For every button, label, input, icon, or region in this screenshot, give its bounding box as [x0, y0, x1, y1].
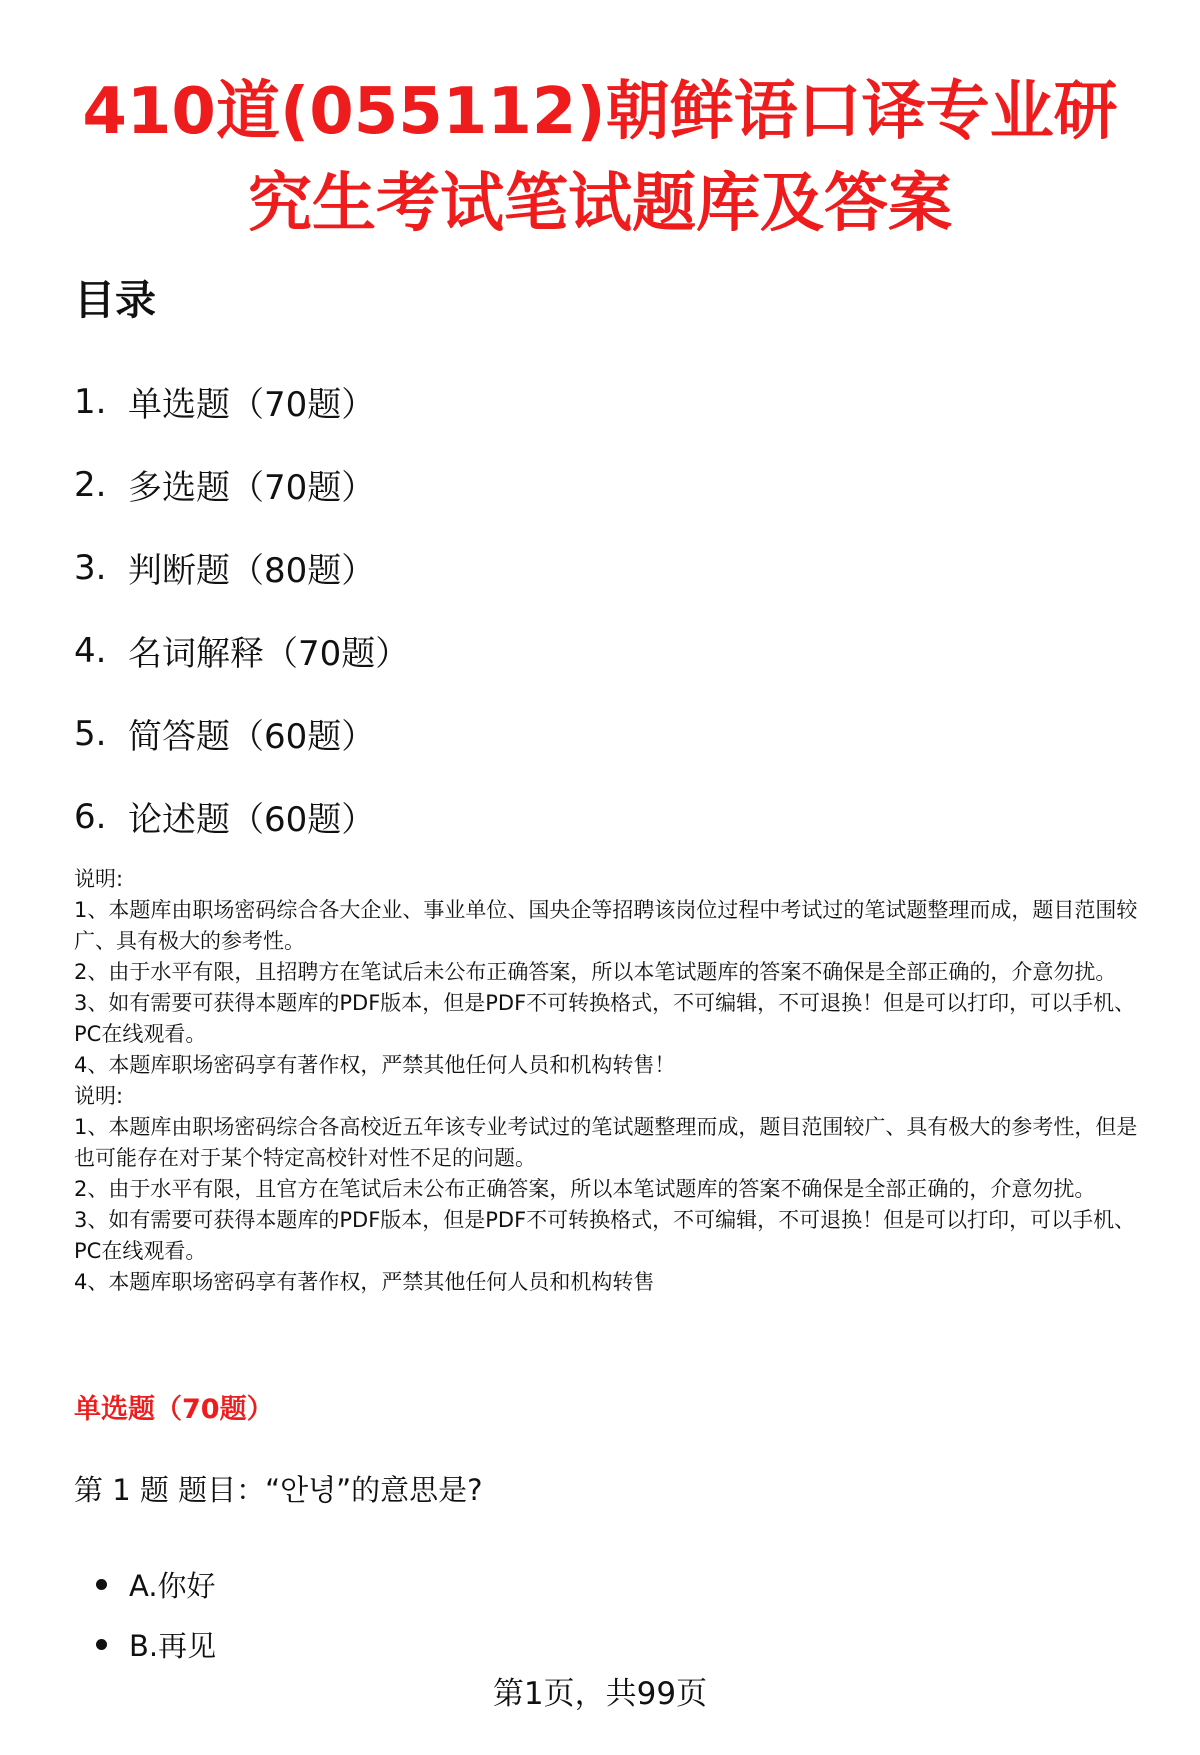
toc-item-label: 简答题（60题）: [128, 717, 376, 757]
toc-item-number: 3.: [74, 547, 107, 588]
section-heading: 单选题（70题）: [74, 1394, 274, 1425]
toc-list: [74, 360, 409, 858]
notes-line: 1、本题库由职场密码综合各大企业、事业单位、国央企等招聘该岗位过程中考试过的笔试题整理而成，题目范围较广、具有极大的参考性。: [74, 898, 1138, 953]
options-list: [96, 1554, 216, 1674]
bullet-icon: [96, 1639, 107, 1650]
option-label: A.你好: [129, 1568, 216, 1603]
toc-heading: 目录: [74, 276, 156, 324]
toc-item-single-choice[interactable]: [74, 360, 409, 443]
option-b[interactable]: [96, 1614, 216, 1674]
page-footer: 第1页，共99页: [492, 1676, 708, 1712]
option-a[interactable]: [96, 1554, 216, 1614]
notes-line: 2、由于水平有限，且官方在笔试后未公布正确答案，所以本笔试题库的答案不确保是全部正确的，介意勿扰。: [74, 1177, 1096, 1201]
toc-item-label: 单选题（70题）: [128, 385, 376, 425]
notes-line: 2、由于水平有限，且招聘方在笔试后未公布正确答案，所以本笔试题库的答案不确保是全部正确的，介意勿扰。: [74, 960, 1117, 984]
toc-item-essay[interactable]: [74, 775, 409, 858]
notes-line: 4、本题库职场密码享有著作权，严禁其他任何人员和机构转售: [74, 1270, 655, 1294]
toc-item-multiple-choice[interactable]: [74, 443, 409, 526]
toc-item-label: 多选题（70题）: [128, 468, 376, 508]
bullet-icon: [96, 1579, 107, 1590]
toc-item-label: 判断题（80题）: [128, 551, 376, 591]
toc-item-number: 1.: [74, 381, 107, 422]
toc-item-label: 名词解释（70题）: [128, 634, 410, 674]
option-label: B.再见: [129, 1628, 217, 1663]
toc-item-number: 4.: [74, 630, 107, 671]
notes-line: 3、如有需要可获得本题库的PDF版本，但是PDF不可转换格式，不可编辑，不可退换！但是可以打印，可以手机、PC在线观看。: [74, 1208, 1136, 1263]
notes-line: 3、如有需要可获得本题库的PDF版本，但是PDF不可转换格式，不可编辑，不可退换！但是可以打印，可以手机、PC在线观看。: [74, 991, 1136, 1046]
toc-item-number: 2.: [74, 464, 107, 505]
notes-line: 1、本题库由职场密码综合各高校近五年该专业考试过的笔试题整理而成，题目范围较广、具有极大的参考性，但是也可能存在对于某个特定高校针对性不足的问题。: [74, 1115, 1138, 1170]
notes-line: 4、本题库职场密码享有著作权，严禁其他任何人员和机构转售！: [74, 1053, 676, 1077]
notes-line: 说明:: [74, 1084, 124, 1108]
toc-item-number: 5.: [74, 713, 107, 754]
toc-item-true-false[interactable]: [74, 526, 409, 609]
notes-block: [74, 864, 1154, 1298]
question-text: 第 1 题 题目：“안녕”的意思是?: [74, 1473, 483, 1507]
toc-item-short-answer[interactable]: [74, 692, 409, 775]
toc-item-term-definition[interactable]: [74, 609, 409, 692]
toc-item-label: 论述题（60题）: [128, 800, 376, 840]
notes-line: 说明:: [74, 867, 124, 891]
toc-item-number: 6.: [74, 796, 107, 837]
document-title: 410道(055112)朝鲜语口译专业研究生考试笔试题库及答案: [82, 75, 1118, 241]
